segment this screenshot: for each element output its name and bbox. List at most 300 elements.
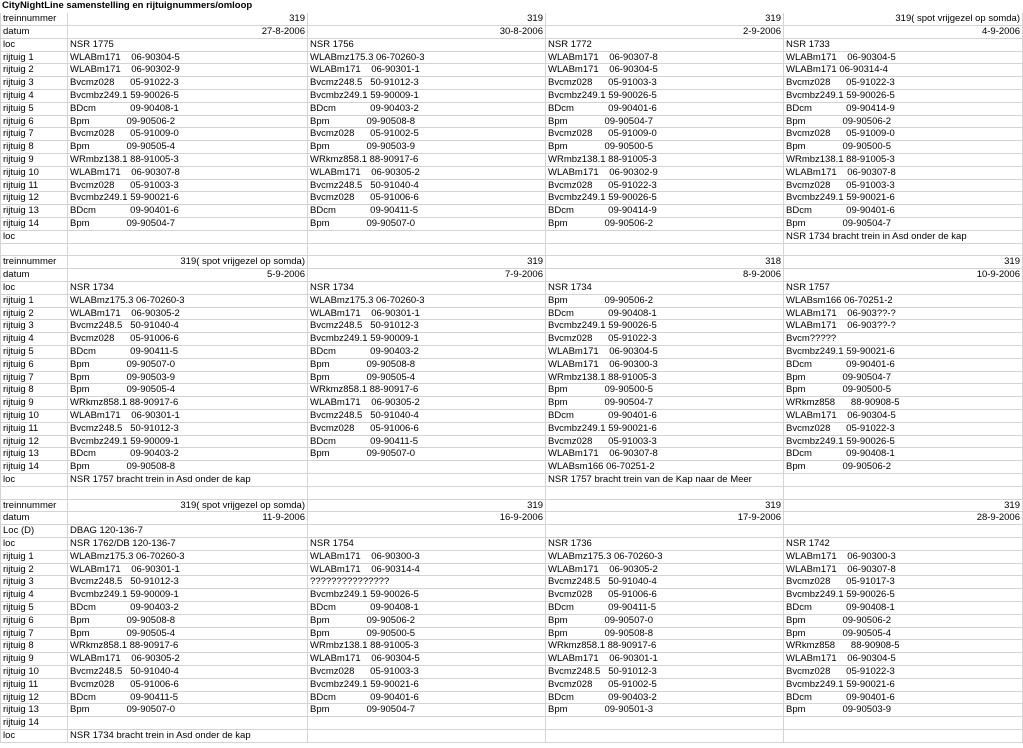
wagon-cell[interactable]: Bpm 09-90507-0 (546, 615, 784, 628)
train-number-cell[interactable]: 319 (546, 500, 784, 513)
wagon-cell[interactable]: ??????????????? (308, 576, 546, 589)
wagon-cell[interactable]: Bvcmbz249.1 59-90009-1 (68, 436, 308, 449)
wagon-cell[interactable]: Bvcmbz249.1 59-90026-5 (784, 436, 1023, 449)
wagon-cell[interactable]: WLABm171 06-90302-9 (546, 167, 784, 180)
wagon-cell[interactable]: WLABm171 06-90300-3 (546, 359, 784, 372)
rijtuig-label[interactable]: rijtuig 12 (0, 692, 68, 705)
loc-label[interactable]: loc (0, 538, 68, 551)
loc-label[interactable]: loc (0, 39, 68, 52)
loc-note-cell[interactable] (68, 231, 308, 244)
datum-label[interactable]: datum (0, 26, 68, 39)
wagon-cell[interactable]: Bvcmz028 05-91009-0 (784, 128, 1023, 141)
loc-label[interactable]: loc (0, 282, 68, 295)
wagon-cell[interactable]: WLABm171 06-90307-8 (546, 52, 784, 65)
wagon-cell[interactable]: Bvcmbz249.1 59-90021-6 (308, 679, 546, 692)
wagon-cell[interactable]: Bpm 09-90500-5 (784, 384, 1023, 397)
rijtuig-label[interactable]: rijtuig 8 (0, 141, 68, 154)
wagon-cell[interactable]: BDcm 09-90408-1 (784, 602, 1023, 615)
wagon-cell[interactable]: BDcm 09-90403-2 (68, 602, 308, 615)
rijtuig-label[interactable]: rijtuig 11 (0, 679, 68, 692)
wagon-cell[interactable]: Bvcmz248.5 50-91012-3 (308, 320, 546, 333)
rijtuig-label[interactable]: rijtuig 3 (0, 320, 68, 333)
loc-cell[interactable]: NSR 1757 (784, 282, 1023, 295)
wagon-cell[interactable] (308, 461, 546, 474)
loc-cell[interactable]: NSR 1772 (546, 39, 784, 52)
rijtuig-label[interactable]: rijtuig 12 (0, 436, 68, 449)
wagon-cell[interactable]: Bvcmbz249.1 59-90021-6 (784, 679, 1023, 692)
rijtuig-label[interactable]: rijtuig 6 (0, 116, 68, 129)
train-number-cell[interactable]: 319 (308, 256, 546, 269)
empty-cell[interactable] (68, 487, 308, 500)
empty-cell[interactable] (0, 244, 68, 257)
train-number-cell[interactable]: 319 (784, 500, 1023, 513)
wagon-cell[interactable]: WLABm171 06-90302-9 (68, 64, 308, 77)
wagon-cell[interactable]: Bvcmbz249.1 59-90026-5 (546, 320, 784, 333)
wagon-cell[interactable]: WRkmz858 88-90908-5 (784, 397, 1023, 410)
rijtuig-label[interactable]: rijtuig 14 (0, 717, 68, 730)
wagon-cell[interactable]: BDcm 09-90401-6 (308, 692, 546, 705)
wagon-cell[interactable]: Bvcmz028 05-91009-0 (68, 128, 308, 141)
wagon-cell[interactable]: WRkmz858.1 88-90917-6 (308, 384, 546, 397)
wagon-cell[interactable]: BDcm 09-90408-1 (546, 308, 784, 321)
wagon-cell[interactable]: Bvcmbz249.1 59-90026-5 (546, 192, 784, 205)
wagon-cell[interactable]: WLABm171 06-90304-5 (546, 346, 784, 359)
empty-cell[interactable] (308, 244, 546, 257)
empty-cell[interactable] (546, 487, 784, 500)
wagon-cell[interactable]: Bvcmz028 05-91006-6 (546, 589, 784, 602)
wagon-cell[interactable]: Bpm 09-90507-0 (68, 704, 308, 717)
treinnummer-label[interactable]: treinnummer (0, 13, 68, 26)
wagon-cell[interactable]: Bpm 09-90506-2 (68, 116, 308, 129)
wagon-cell[interactable]: WLABmz175.3 06-70260-3 (68, 295, 308, 308)
empty-cell[interactable] (784, 487, 1023, 500)
treinnummer-row (0, 256, 1023, 269)
loc-cell[interactable]: NSR 1775 (68, 39, 308, 52)
wagon-cell[interactable]: BDcm 09-90414-9 (784, 103, 1023, 116)
wagon-cell[interactable]: Bvcmz028 05-91002-5 (308, 128, 546, 141)
datum-row (0, 269, 1023, 282)
loc-d-label[interactable]: Loc (D) (0, 525, 68, 538)
wagon-cell[interactable]: BDcm 09-90408-1 (784, 448, 1023, 461)
wagon-cell[interactable]: Bvcmz028 05-91022-3 (784, 423, 1023, 436)
wagon-cell[interactable]: Bpm 09-90505-4 (68, 141, 308, 154)
empty-cell[interactable] (546, 525, 784, 538)
wagon-cell[interactable]: BDcm 09-90401-6 (68, 205, 308, 218)
rijtuig-label[interactable]: rijtuig 10 (0, 167, 68, 180)
rijtuig-label[interactable]: rijtuig 5 (0, 103, 68, 116)
datum-label[interactable]: datum (0, 269, 68, 282)
wagon-cell[interactable]: WLABm171 06-90301-1 (308, 308, 546, 321)
wagon-cell[interactable]: BDcm 09-90403-2 (308, 103, 546, 116)
wagon-cell[interactable]: Bvcmz248.5 50-91040-4 (308, 410, 546, 423)
train-number-cell[interactable]: 319( spot vrijgezel op somda) (68, 500, 308, 513)
wagon-cell[interactable]: Bpm 09-90503-9 (308, 141, 546, 154)
empty-cell[interactable] (308, 487, 546, 500)
rijtuig-label[interactable]: rijtuig 7 (0, 372, 68, 385)
wagon-cell[interactable]: WRkmz858.1 88-90917-6 (308, 154, 546, 167)
wagon-cell[interactable]: BDcm 09-90411-5 (68, 692, 308, 705)
loc-cell[interactable]: NSR 1734 (308, 282, 546, 295)
rijtuig-label[interactable]: rijtuig 5 (0, 602, 68, 615)
rijtuig-row (0, 320, 1023, 333)
wagon-cell[interactable]: Bvcmz028 05-91006-6 (68, 679, 308, 692)
wagon-cell[interactable]: BDcm 09-90401-6 (784, 692, 1023, 705)
wagon-cell[interactable]: Bvcmbz249.1 59-90009-1 (308, 90, 546, 103)
rijtuig-row (0, 666, 1023, 679)
wagon-cell[interactable]: Bpm 09-90508-8 (546, 628, 784, 641)
empty-cell[interactable] (0, 487, 68, 500)
wagon-cell[interactable]: WLABm171 06-90304-5 (784, 653, 1023, 666)
rijtuig-label[interactable]: rijtuig 14 (0, 461, 68, 474)
rijtuig-row (0, 372, 1023, 385)
rijtuig-label[interactable]: rijtuig 2 (0, 564, 68, 577)
wagon-cell[interactable]: WLABmz175.3 06-70260-3 (546, 551, 784, 564)
train-number-cell[interactable]: 319 (308, 13, 546, 26)
wagon-cell[interactable]: Bvcmz028 05-91003-3 (546, 436, 784, 449)
train-number-cell[interactable]: 319 (784, 256, 1023, 269)
wagon-cell[interactable]: WLABm171 06-90307-8 (784, 564, 1023, 577)
wagon-cell[interactable]: Bpm 09-90500-5 (546, 384, 784, 397)
wagon-cell[interactable]: Bvcmz028 05-91006-6 (308, 192, 546, 205)
rijtuig-label[interactable]: rijtuig 4 (0, 90, 68, 103)
date-cell[interactable]: 28-9-2006 (784, 512, 1023, 525)
date-cell[interactable]: 10-9-2006 (784, 269, 1023, 282)
wagon-cell[interactable]: Bpm 09-90508-8 (68, 461, 308, 474)
loc-note-cell[interactable] (308, 231, 546, 244)
wagon-cell[interactable]: WLABsm166 06-70251-2 (784, 295, 1023, 308)
rijtuig-label[interactable]: rijtuig 2 (0, 308, 68, 321)
wagon-cell[interactable]: BDcm 09-90401-6 (784, 359, 1023, 372)
rijtuig-label[interactable]: rijtuig 6 (0, 615, 68, 628)
loc-note-cell[interactable] (546, 231, 784, 244)
loc-cell[interactable]: NSR 1756 (308, 39, 546, 52)
wagon-cell[interactable]: Bvcmz248.5 50-91012-3 (546, 666, 784, 679)
rijtuig-label[interactable]: rijtuig 12 (0, 192, 68, 205)
rijtuig-label[interactable]: rijtuig 1 (0, 551, 68, 564)
wagon-cell[interactable] (68, 717, 308, 730)
rijtuig-label[interactable]: rijtuig 1 (0, 295, 68, 308)
rijtuig-label[interactable]: rijtuig 8 (0, 384, 68, 397)
rijtuig-label[interactable]: rijtuig 9 (0, 653, 68, 666)
wagon-cell[interactable]: WRmbz138.1 88-91005-3 (68, 154, 308, 167)
date-cell[interactable]: 7-9-2006 (308, 269, 546, 282)
wagon-cell[interactable]: Bpm 09-90504-7 (68, 218, 308, 231)
wagon-cell[interactable]: Bpm 09-90507-0 (68, 359, 308, 372)
rijtuig-row (0, 717, 1023, 730)
loc-note-cell[interactable] (308, 474, 546, 487)
wagon-cell[interactable]: Bvcmbz249.1 59-90021-6 (546, 423, 784, 436)
wagon-cell[interactable]: WRkmz858 88-90908-5 (784, 640, 1023, 653)
empty-cell[interactable] (784, 244, 1023, 257)
wagon-cell[interactable]: BDcm 09-90403-2 (68, 448, 308, 461)
wagon-cell[interactable]: Bvcmz028 05-91002-5 (546, 679, 784, 692)
wagon-cell[interactable]: Bpm 09-90505-4 (308, 372, 546, 385)
wagon-cell[interactable]: Bvcmz028 05-91006-6 (308, 423, 546, 436)
rijtuig-label[interactable]: rijtuig 13 (0, 448, 68, 461)
wagon-cell[interactable]: WLABm171 06-90305-2 (68, 653, 308, 666)
rijtuig-label[interactable]: rijtuig 10 (0, 666, 68, 679)
loc-note-cell[interactable] (784, 730, 1023, 743)
train-number-cell[interactable]: 318 (546, 256, 784, 269)
wagon-cell[interactable]: Bvcmz028 05-91022-3 (546, 333, 784, 346)
empty-cell[interactable] (308, 525, 546, 538)
wagon-cell[interactable]: Bpm 09-90503-9 (68, 372, 308, 385)
wagon-cell[interactable]: Bvcmz028 05-91003-3 (546, 77, 784, 90)
rijtuig-label[interactable]: rijtuig 11 (0, 423, 68, 436)
date-cell[interactable]: 27-8-2006 (68, 26, 308, 39)
wagon-cell[interactable]: Bvcmbz249.1 59-90026-5 (546, 90, 784, 103)
loc-label[interactable]: loc (0, 474, 68, 487)
rijtuig-label[interactable]: rijtuig 10 (0, 410, 68, 423)
train-number-cell[interactable]: 319 (546, 13, 784, 26)
rijtuig-label[interactable]: rijtuig 7 (0, 128, 68, 141)
wagon-cell[interactable]: WLABm171 06-90307-8 (546, 448, 784, 461)
wagon-cell[interactable]: Bvcmz028 05-91017-3 (784, 576, 1023, 589)
date-cell[interactable]: 17-9-2006 (546, 512, 784, 525)
empty-cell[interactable] (784, 525, 1023, 538)
date-cell[interactable]: 8-9-2006 (546, 269, 784, 282)
wagon-cell[interactable]: Bvcmz028 05-91003-3 (308, 666, 546, 679)
wagon-cell[interactable]: Bpm 09-90501-3 (546, 704, 784, 717)
wagon-cell[interactable]: Bvcmz028 05-91022-3 (546, 180, 784, 193)
wagon-cell[interactable]: WLABm171 06-903??-? (784, 320, 1023, 333)
loc-note-cell[interactable]: NSR 1734 bracht trein in Asd onder de kap (68, 730, 308, 743)
wagon-cell[interactable]: WLABm171 06-90304-5 (784, 52, 1023, 65)
rijtuig-row (0, 423, 1023, 436)
wagon-cell[interactable]: BDcm 09-90414-9 (546, 205, 784, 218)
rijtuig-row (0, 167, 1023, 180)
wagon-cell[interactable]: WLABm171 06-90307-8 (784, 167, 1023, 180)
rijtuig-row (0, 52, 1023, 65)
rijtuig-row (0, 295, 1023, 308)
wagon-cell[interactable]: WLABmz175.3 06-70260-3 (68, 551, 308, 564)
train-number-cell[interactable]: 319 (68, 13, 308, 26)
wagon-cell[interactable]: Bpm 09-90504-7 (546, 116, 784, 129)
date-cell[interactable]: 16-9-2006 (308, 512, 546, 525)
wagon-cell[interactable]: Bpm 09-90500-5 (784, 141, 1023, 154)
wagon-cell[interactable]: WLABsm166 06-70251-2 (546, 461, 784, 474)
wagon-cell[interactable]: Bvcm????? (784, 333, 1023, 346)
loc-cell[interactable]: NSR 1734 (546, 282, 784, 295)
loc-label[interactable]: loc (0, 730, 68, 743)
wagon-cell[interactable]: WLABm171 06-90304-5 (68, 52, 308, 65)
wagon-cell[interactable]: WLABm171 06-90305-2 (308, 167, 546, 180)
spacer-row (0, 487, 1023, 500)
loc-row (0, 39, 1023, 52)
wagon-cell[interactable]: WLABm171 06-90301-1 (546, 653, 784, 666)
wagon-cell[interactable]: Bpm 09-90504-7 (784, 372, 1023, 385)
wagon-cell[interactable]: WRkmz858.1 88-90917-6 (68, 397, 308, 410)
treinnummer-label[interactable]: treinnummer (0, 256, 68, 269)
wagon-cell[interactable]: Bvcmz028 05-91022-3 (68, 77, 308, 90)
train-number-cell[interactable]: 319( spot vrijgezel op somda) (68, 256, 308, 269)
loc-cell[interactable]: NSR 1733 (784, 39, 1023, 52)
wagon-cell[interactable]: Bpm 09-90504-7 (308, 704, 546, 717)
empty-cell[interactable] (546, 244, 784, 257)
wagon-cell[interactable]: WLABm171 06-90300-3 (308, 551, 546, 564)
wagon-cell[interactable]: WRkmz858.1 88-90917-6 (546, 640, 784, 653)
wagon-cell[interactable]: BDcm 09-90411-5 (308, 205, 546, 218)
wagon-cell[interactable]: Bpm 09-90506-2 (784, 461, 1023, 474)
wagon-cell[interactable]: Bvcmz028 05-91022-3 (784, 666, 1023, 679)
wagon-cell[interactable]: Bvcmz248.5 50-91040-4 (546, 576, 784, 589)
wagon-cell[interactable]: BDcm 09-90408-1 (308, 602, 546, 615)
loc-cell[interactable]: NSR 1762/DB 120-136-7 (68, 538, 308, 551)
wagon-cell[interactable]: Bpm 09-90505-4 (68, 384, 308, 397)
wagon-cell[interactable]: Bvcmz248.5 50-91040-4 (308, 180, 546, 193)
loc-cell[interactable]: NSR 1736 (546, 538, 784, 551)
wagon-cell[interactable]: BDcm 09-90401-6 (546, 410, 784, 423)
wagon-cell[interactable]: Bpm 09-90505-4 (784, 628, 1023, 641)
wagon-cell[interactable]: Bvcmz028 05-91022-3 (784, 77, 1023, 90)
wagon-cell[interactable]: Bvcmbz249.1 59-90026-5 (784, 90, 1023, 103)
wagon-cell[interactable]: WLABm171 06-90304-5 (546, 64, 784, 77)
wagon-cell[interactable]: Bpm 09-90507-0 (308, 218, 546, 231)
loc-note-cell[interactable]: NSR 1734 bracht trein in Asd onder de kap (784, 231, 1023, 244)
wagon-cell[interactable]: Bvcmz248.5 50-91012-3 (68, 576, 308, 589)
rijtuig-label[interactable]: rijtuig 14 (0, 218, 68, 231)
rijtuig-label[interactable]: rijtuig 4 (0, 333, 68, 346)
wagon-cell[interactable]: BDcm 09-90411-5 (308, 436, 546, 449)
wagon-cell[interactable]: Bpm 09-90506-2 (784, 116, 1023, 129)
wagon-cell[interactable]: WLABmz175.3 06-70260-3 (308, 295, 546, 308)
wagon-cell[interactable]: Bvcmz248.5 50-91040-4 (68, 320, 308, 333)
loc-d-cell[interactable]: DBAG 120-136-7 (68, 525, 308, 538)
wagon-cell[interactable]: WLABm171 06-90305-2 (546, 564, 784, 577)
wagon-cell[interactable]: Bvcmbz249.1 59-90009-1 (308, 333, 546, 346)
rijtuig-label[interactable]: rijtuig 11 (0, 180, 68, 193)
wagon-cell[interactable]: BDcm 09-90411-5 (546, 602, 784, 615)
wagon-cell[interactable]: WLABm171 06-90305-2 (308, 397, 546, 410)
date-cell[interactable]: 2-9-2006 (546, 26, 784, 39)
wagon-cell[interactable] (308, 717, 546, 730)
wagon-cell[interactable]: BDcm 09-90411-5 (68, 346, 308, 359)
wagon-cell[interactable]: Bpm 09-90506-2 (784, 615, 1023, 628)
date-cell[interactable]: 30-8-2006 (308, 26, 546, 39)
wagon-cell[interactable]: Bvcmz248.5 50-91012-3 (308, 77, 546, 90)
wagon-cell[interactable]: WLABm171 06-90301-1 (68, 564, 308, 577)
loc-cell[interactable]: NSR 1742 (784, 538, 1023, 551)
train-number-cell[interactable]: 319 (308, 500, 546, 513)
treinnummer-label[interactable]: treinnummer (0, 500, 68, 513)
date-cell[interactable]: 5-9-2006 (68, 269, 308, 282)
rijtuig-row (0, 359, 1023, 372)
wagon-cell[interactable]: Bpm 09-90507-0 (308, 448, 546, 461)
wagon-cell[interactable]: WLABm171 06-90301-1 (308, 64, 546, 77)
wagon-cell[interactable]: Bpm 09-90506-2 (546, 295, 784, 308)
rijtuig-label[interactable]: rijtuig 3 (0, 77, 68, 90)
wagon-cell[interactable]: Bvcmbz249.1 59-90026-5 (308, 589, 546, 602)
wagon-cell[interactable]: WLABm171 06-90301-1 (68, 410, 308, 423)
rijtuig-row (0, 576, 1023, 589)
rijtuig-label[interactable]: rijtuig 9 (0, 397, 68, 410)
wagon-cell[interactable]: BDcm 09-90401-6 (784, 205, 1023, 218)
wagon-cell[interactable]: Bvcmz028 05-91003-3 (784, 180, 1023, 193)
wagon-cell[interactable]: Bvcmbz249.1 59-90026-5 (784, 589, 1023, 602)
wagon-cell[interactable]: Bvcmz028 05-91009-0 (546, 128, 784, 141)
wagon-cell[interactable]: Bpm 09-90503-9 (784, 704, 1023, 717)
wagon-cell[interactable]: Bpm 09-90506-2 (308, 615, 546, 628)
wagon-cell[interactable]: Bvcmbz249.1 59-90009-1 (68, 589, 308, 602)
wagon-cell[interactable]: WLABm171 06-903??-? (784, 308, 1023, 321)
loc-note-cell[interactable] (546, 730, 784, 743)
wagon-cell[interactable]: BDcm 09-90401-6 (546, 103, 784, 116)
wagon-cell[interactable]: Bpm 09-90500-5 (546, 141, 784, 154)
rijtuig-label[interactable]: rijtuig 4 (0, 589, 68, 602)
wagon-cell[interactable]: Bvcmz028 05-91003-3 (68, 180, 308, 193)
loc-cell[interactable]: NSR 1734 (68, 282, 308, 295)
rijtuig-label[interactable]: rijtuig 6 (0, 359, 68, 372)
date-cell[interactable]: 4-9-2006 (784, 26, 1023, 39)
wagon-cell[interactable]: Bpm 09-90504-7 (546, 397, 784, 410)
loc-note-cell[interactable] (784, 474, 1023, 487)
wagon-cell[interactable]: WLABm171 06-90300-3 (784, 551, 1023, 564)
rijtuig-label[interactable]: rijtuig 9 (0, 154, 68, 167)
wagon-cell[interactable]: Bpm 09-90508-8 (68, 615, 308, 628)
wagon-cell[interactable]: Bvcmz248.5 50-91012-3 (68, 423, 308, 436)
wagon-cell[interactable]: Bvcmz248.5 50-91040-4 (68, 666, 308, 679)
rijtuig-label[interactable]: rijtuig 1 (0, 52, 68, 65)
wagon-cell[interactable]: WRmbz138.1 88-91005-3 (784, 154, 1023, 167)
rijtuig-label[interactable]: rijtuig 8 (0, 640, 68, 653)
spacer-row (0, 244, 1023, 257)
wagon-cell[interactable] (784, 717, 1023, 730)
rijtuig-label[interactable]: rijtuig 13 (0, 704, 68, 717)
wagon-cell[interactable]: Bpm 09-90504-7 (784, 218, 1023, 231)
wagon-cell[interactable]: Bpm 09-90508-8 (308, 359, 546, 372)
wagon-cell[interactable]: WLABm171 06-90314-4 (308, 564, 546, 577)
wagon-cell[interactable]: WRmbz138.1 88-91005-3 (308, 640, 546, 653)
wagon-cell[interactable]: Bvcmz028 05-91006-6 (68, 333, 308, 346)
datum-label[interactable]: datum (0, 512, 68, 525)
wagon-cell[interactable]: WRmbz138.1 88-91005-3 (546, 372, 784, 385)
wagon-cell[interactable]: Bpm 09-90505-4 (68, 628, 308, 641)
empty-cell[interactable] (68, 244, 308, 257)
rijtuig-label[interactable]: rijtuig 5 (0, 346, 68, 359)
wagon-cell[interactable]: WLABm171 06-90307-8 (68, 167, 308, 180)
wagon-cell[interactable]: WLABm171 06-90304-5 (308, 653, 546, 666)
wagon-cell[interactable]: WLABm171 06-90305-2 (68, 308, 308, 321)
wagon-cell[interactable]: WLABmz175.3 06-70260-3 (308, 52, 546, 65)
loc-note-cell[interactable]: NSR 1757 bracht trein in Asd onder de kap (68, 474, 308, 487)
train-number-cell[interactable]: 319( spot vrijgezel op somda) (784, 13, 1023, 26)
wagon-cell[interactable]: WRkmz858.1 88-90917-6 (68, 640, 308, 653)
wagon-cell[interactable]: BDcm 09-90403-2 (546, 692, 784, 705)
wagon-cell[interactable]: Bpm 09-90508-8 (308, 116, 546, 129)
rijtuig-label[interactable]: rijtuig 2 (0, 64, 68, 77)
wagon-cell[interactable]: WLABm171 06-90304-5 (784, 410, 1023, 423)
wagon-cell[interactable]: Bvcmbz249.1 59-90021-6 (784, 192, 1023, 205)
wagon-cell[interactable]: Bpm 09-90500-5 (308, 628, 546, 641)
wagon-cell[interactable]: BDcm 09-90408-1 (68, 103, 308, 116)
wagon-cell[interactable]: Bpm 09-90506-2 (546, 218, 784, 231)
wagon-cell[interactable]: WRmbz138.1 88-91005-3 (546, 154, 784, 167)
rijtuig-label[interactable]: rijtuig 13 (0, 205, 68, 218)
loc-note-cell[interactable] (308, 730, 546, 743)
loc-note-cell[interactable]: NSR 1757 bracht trein van de Kap naar de Meer (546, 474, 784, 487)
wagon-cell[interactable]: Bvcmbz249.1 59-90021-6 (68, 192, 308, 205)
rijtuig-label[interactable]: rijtuig 7 (0, 628, 68, 641)
date-cell[interactable]: 11-9-2006 (68, 512, 308, 525)
wagon-cell[interactable]: Bvcmbz249.1 59-90026-5 (68, 90, 308, 103)
wagon-cell[interactable]: WLABm171 06-90314-4 (784, 64, 1023, 77)
rijtuig-label[interactable]: rijtuig 3 (0, 576, 68, 589)
loc-cell[interactable]: NSR 1754 (308, 538, 546, 551)
wagon-cell[interactable] (546, 717, 784, 730)
loc-label[interactable]: loc (0, 231, 68, 244)
wagon-cell[interactable]: BDcm 09-90403-2 (308, 346, 546, 359)
wagon-cell[interactable]: Bvcmbz249.1 59-90021-6 (784, 346, 1023, 359)
